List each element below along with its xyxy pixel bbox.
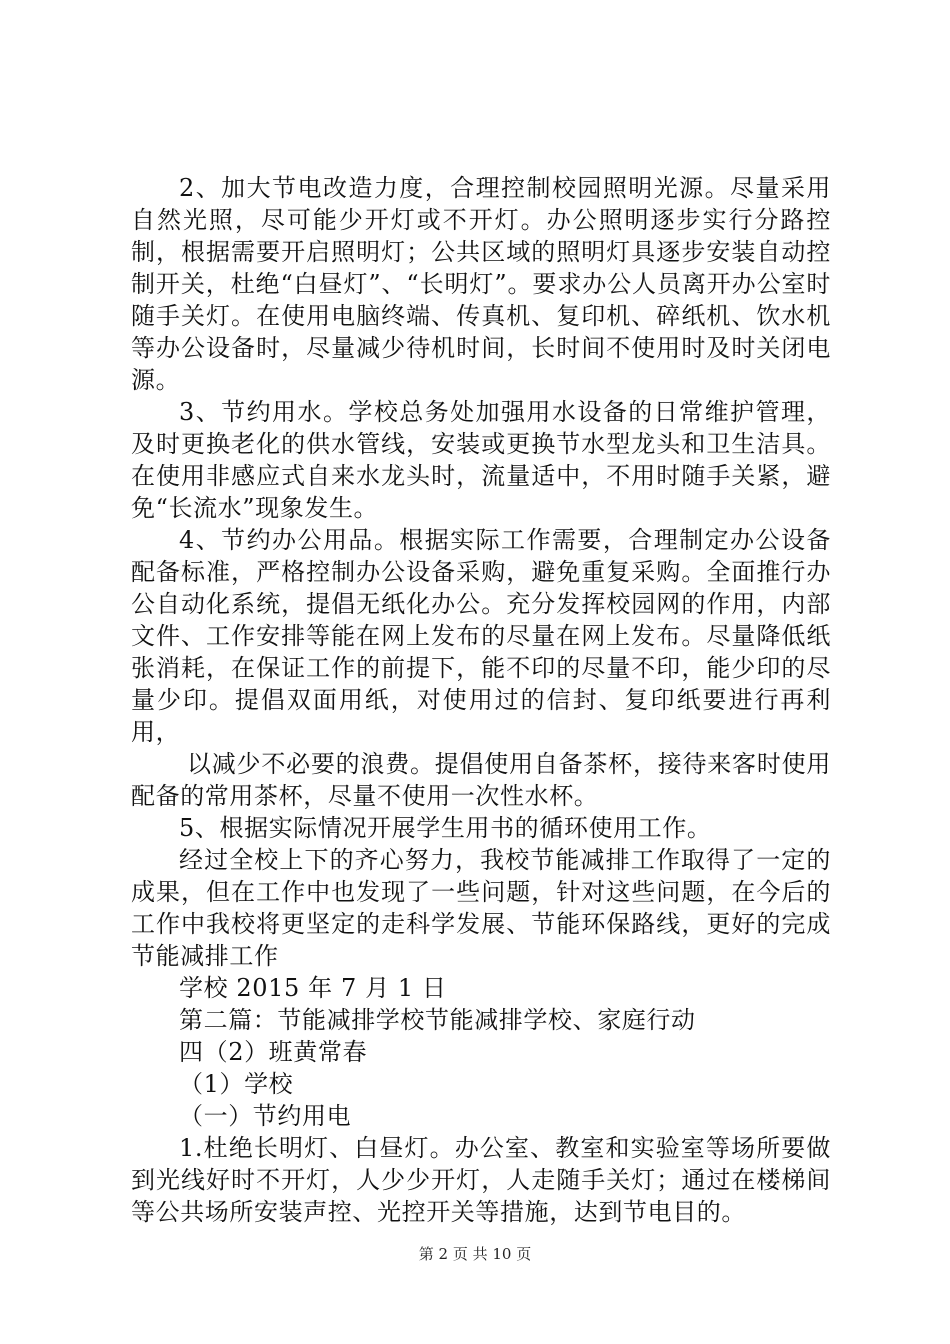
paragraph-water-saving: 3、节约用水。学校总务处加强用水设备的日常维护管理，及时更换老化的供水管线，安装或更换节水型龙头和卫生洁具。在使用非感应式自来水龙头时，流量适中，不用时随手关紧，避免“长流水”现象发生。	[131, 398, 831, 522]
page-footer: 第 2 页 共 10 页	[418, 1245, 532, 1263]
paragraph-subsection-electricity: （一）节约用电	[179, 1102, 352, 1130]
paragraph-energy-saving-lighting: 2、加大节电改造力度，合理控制校园照明光源。尽量采用自然光照，尽可能少开灯或不开灯。办公照明逐步实行分路控制，根据需要开启照明灯；公共区域的照明灯具逐步安装自动控制开关，杜绝“白昼灯”、“长明灯”。要求办公人员离开办公室时随手关灯。在使用电脑终端、传真机、复印机、碎纸机、饮水机等办公设备时，尽量减少待机时间，长时间不使用时及时关闭电源。	[131, 174, 831, 394]
paragraph-item-lights: 1.杜绝长明灯、白昼灯。办公室、教室和实验室等场所要做到光线好时不开灯，人少少开灯，人走随手关灯；通过在楼梯间等公共场所安装声控、光控开关等措施，达到节电目的。	[131, 1134, 831, 1226]
paragraph-textbook-recycling: 5、根据实际情况开展学生用书的循环使用工作。	[179, 814, 712, 842]
paragraph-second-title: 第二篇：节能减排学校节能减排学校、家庭行动	[179, 1006, 696, 1034]
document-body	[131, 172, 831, 1228]
paragraph-section-school: （1）学校	[179, 1070, 294, 1098]
paragraph-reduce-waste: 以减少不必要的浪费。提倡使用自备茶杯，接待来客时使用配备的常用茶杯，尽量不使用一次性水杯。	[131, 750, 831, 810]
paragraph-author: 四（2）班黄常春	[179, 1038, 368, 1066]
paragraph-summary: 经过全校上下的齐心努力，我校节能减排工作取得了一定的成果，但在工作中也发现了一些问题，针对这些问题，在今后的工作中我校将更坚定的走科学发展、节能环保路线，更好的完成节能减排工作	[131, 846, 831, 970]
paragraph-date: 学校 2015 年 7 月 1 日	[179, 974, 447, 1002]
paragraph-office-supplies: 4、节约办公用品。根据实际工作需要，合理制定办公设备配备标准，严格控制办公设备采购，避免重复采购。全面推行办公自动化系统，提倡无纸化办公。充分发挥校园网的作用，内部文件、工作安排等能在网上发布的尽量在网上发布。尽量降低纸张消耗，在保证工作的前提下，能不印的尽量不印，能少印的尽量少印。提倡双面用纸，对使用过的信封、复印纸要进行再利用，	[131, 526, 831, 746]
